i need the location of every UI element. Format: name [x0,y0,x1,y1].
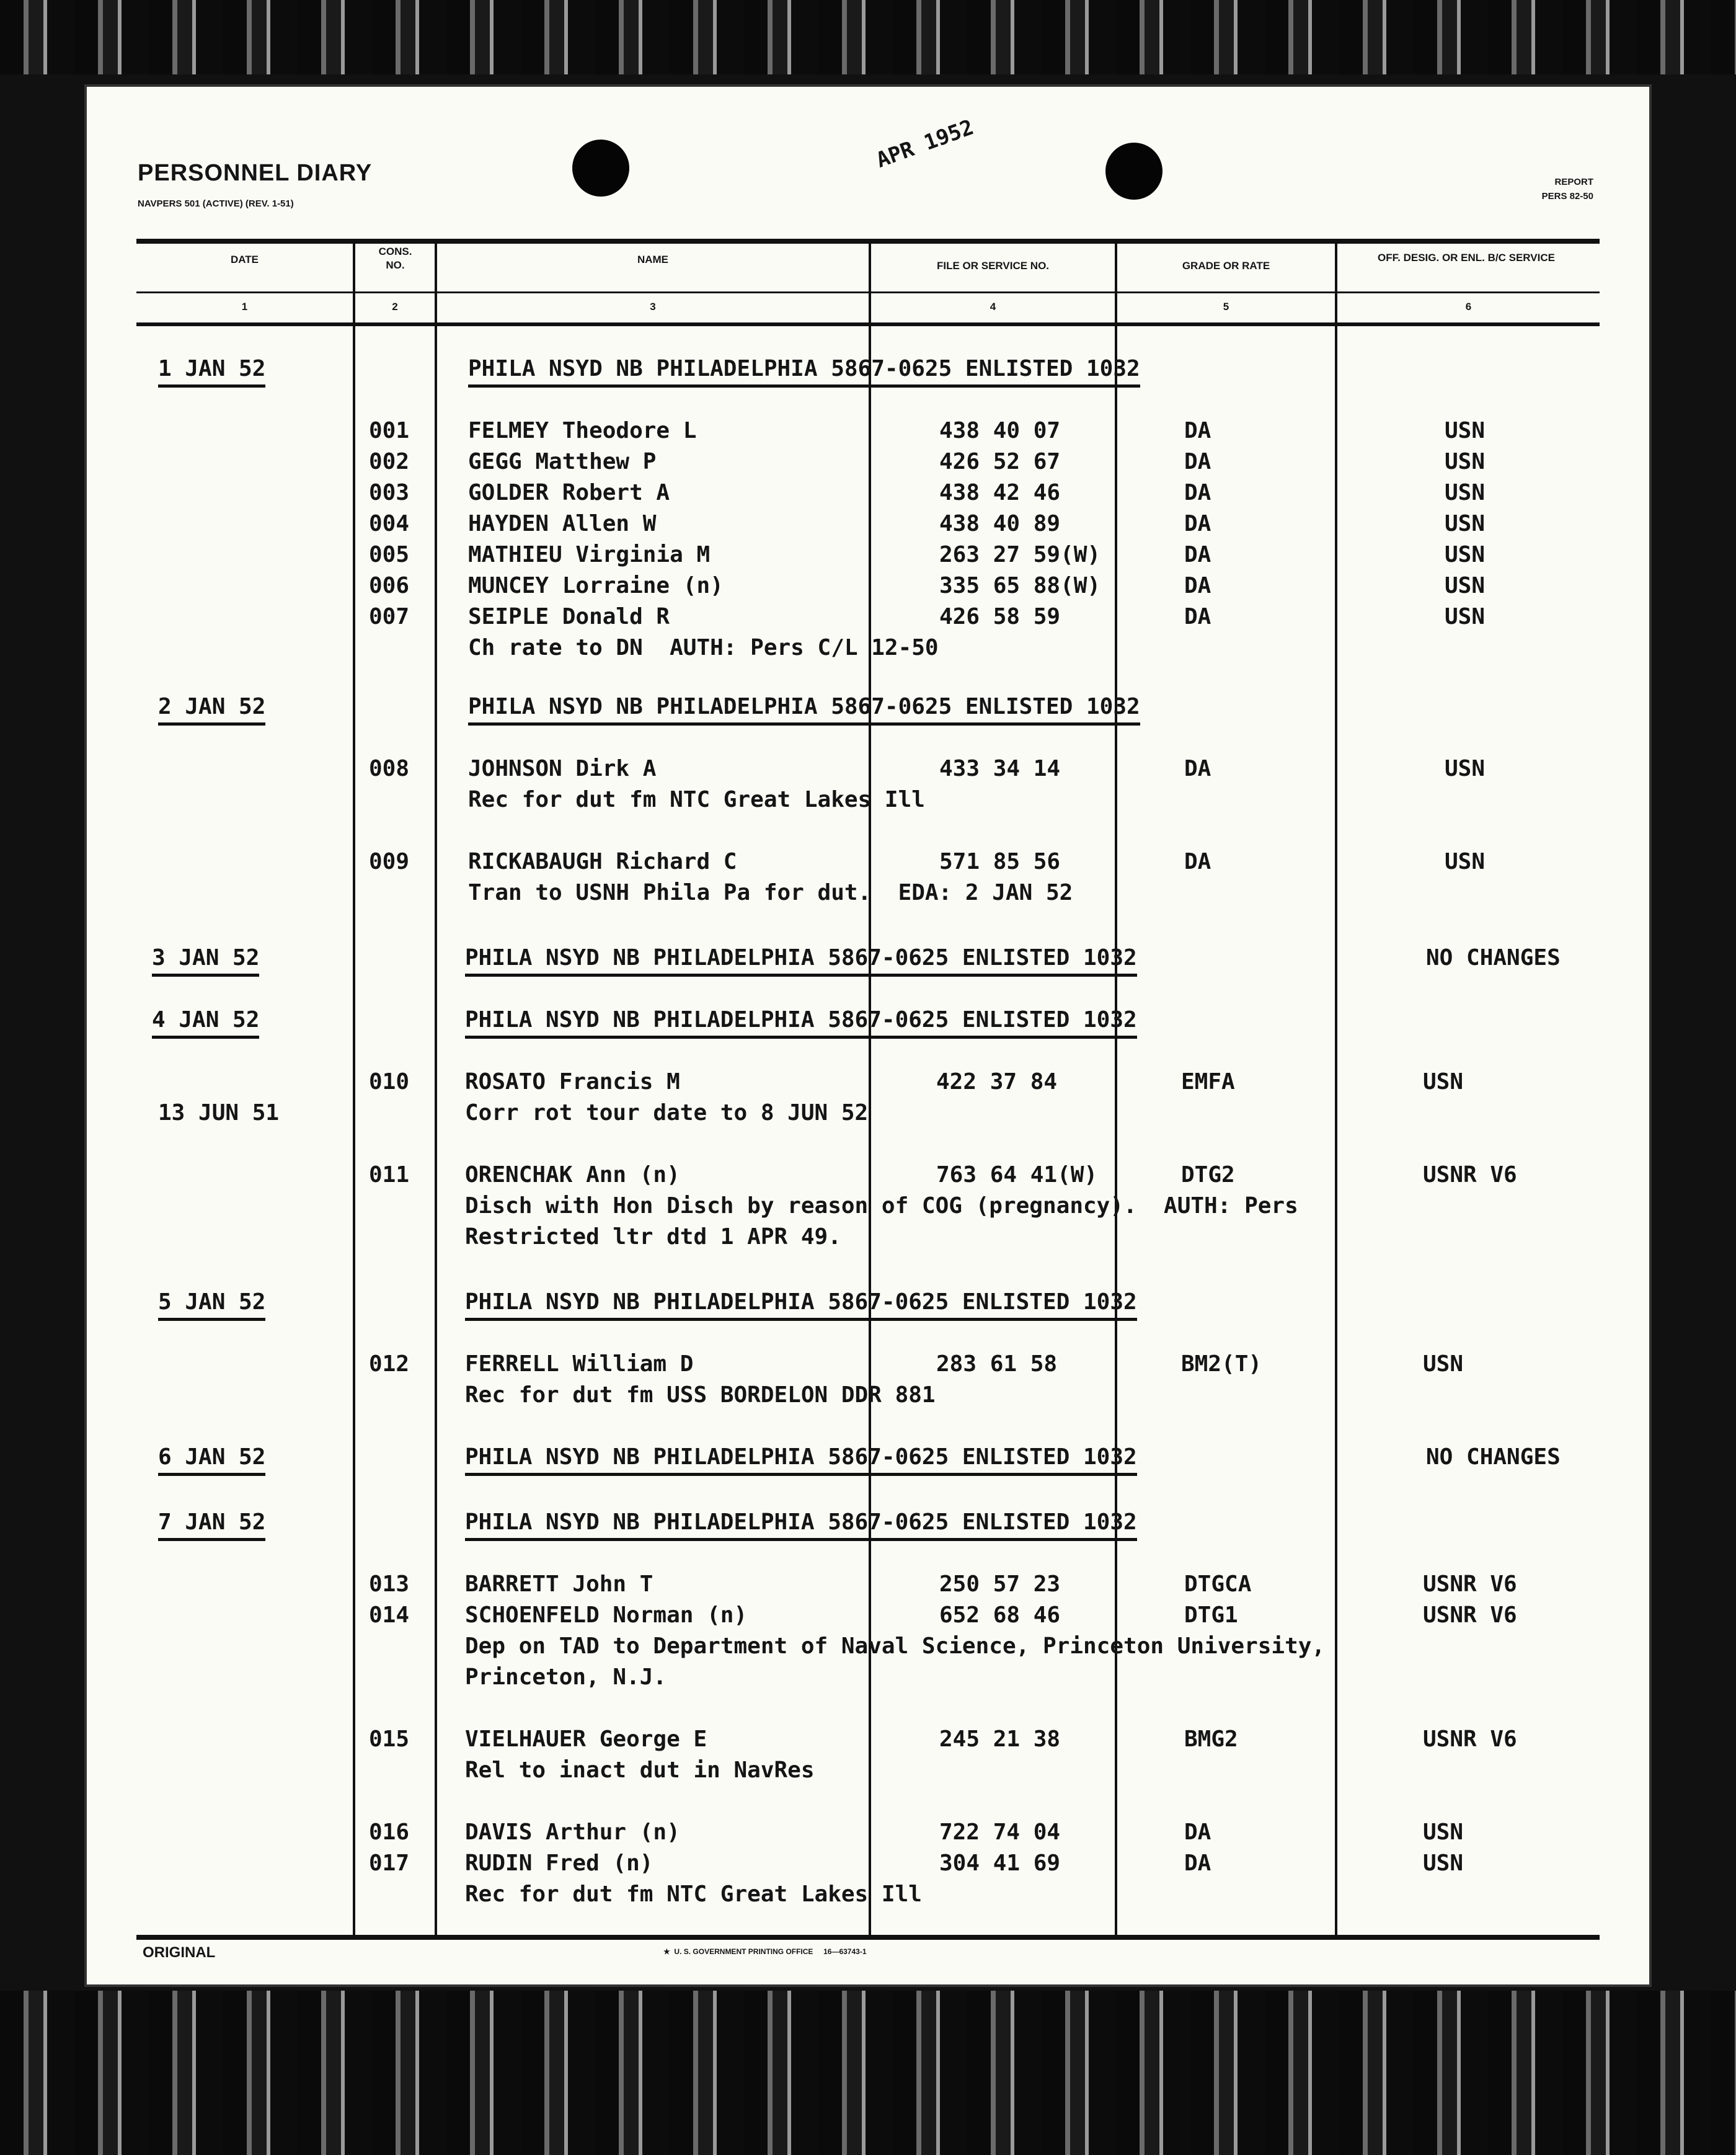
service-branch: USNR V6 [1423,1162,1517,1188]
service-branch: USNR V6 [1423,1571,1517,1597]
person-name: GOLDER Robert A [468,480,670,505]
table-top-rule [136,239,1600,244]
service-no: 722 74 04 [939,1820,1061,1845]
cons-no: 010 [369,1069,410,1095]
entry-date: 5 JAN 52 [158,1287,265,1321]
remark: Restricted ltr dtd 1 APR 49. [465,1224,841,1250]
person-name: VIELHAUER George E [465,1726,707,1752]
person-name: FELMEY Theodore L [468,418,697,443]
remark: Corr rot tour date to 8 JUN 52 [465,1100,869,1126]
grade: DA [1184,418,1211,443]
activity-line: PHILA NSYD NB PHILADELPHIA 5867-0625 ENLISTED 1032 [468,353,1140,388]
no-changes-note: NO CHANGES [1426,1444,1561,1470]
col-num-1: 1 [241,301,248,313]
entry-date: 2 JAN 52 [158,691,265,726]
no-changes-note: NO CHANGES [1426,945,1561,971]
person-name: ROSATO Francis M [465,1069,680,1095]
grade: DA [1184,480,1211,505]
remark: Princeton, N.J. [465,1664,667,1690]
activity-line: PHILA NSYD NB PHILADELPHIA 5867-0625 ENLISTED 1032 [465,1507,1137,1541]
person-name: BARRETT John T [465,1571,653,1597]
cons-no: 012 [369,1351,410,1377]
service-branch: USNR V6 [1423,1602,1517,1628]
grade: DTGCA [1184,1571,1252,1597]
remark: Rel to inact dut in NavRes [465,1757,815,1783]
service-no: 652 68 46 [939,1602,1061,1628]
service-branch: USN [1445,418,1486,443]
grade: EMFA [1181,1069,1235,1095]
service-branch: USN [1423,1851,1464,1876]
entry-date: 7 JAN 52 [158,1507,265,1541]
cons-no: 014 [369,1602,410,1628]
col-head-service-no: FILE OR SERVICE NO. [936,260,1050,272]
service-no: 335 65 88(W) [939,573,1101,598]
cons-no: 016 [369,1820,410,1845]
service-no: 245 21 38 [939,1726,1061,1752]
service-no: 433 34 14 [939,756,1061,781]
cons-no: 003 [369,480,410,505]
report-code: PERS 82-50 [1541,191,1593,202]
cons-no: 001 [369,418,410,443]
remark: Disch with Hon Disch by reason of COG (pregnancy). AUTH: Pers [465,1193,1298,1219]
grade: DTG2 [1181,1162,1235,1188]
service-no: 263 27 59(W) [939,542,1101,567]
service-no: 763 64 41(W) [936,1162,1098,1188]
col-head-cons-no: CONS. NO. [378,246,412,271]
grade: DA [1184,542,1211,567]
grade: DA [1184,1820,1211,1845]
service-branch: USN [1445,511,1486,536]
entry-date: 3 JAN 52 [152,943,259,977]
remark: Tran to USNH Phila Pa for dut. EDA: 2 JAN 52 [468,880,1073,905]
entry-date: 6 JAN 52 [158,1442,265,1476]
service-branch: USN [1423,1351,1464,1377]
film-strip-bottom [0,1991,1736,2155]
service-branch: USN [1445,849,1486,874]
service-branch: USN [1423,1069,1464,1095]
form-title: PERSONNEL DIARY [138,160,373,186]
grade: DA [1184,756,1211,781]
cons-no: 002 [369,449,410,474]
gpo-imprint: ★ U. S. GOVERNMENT PRINTING OFFICE 16—63743-1 [663,1947,867,1956]
grade: BMG2 [1184,1726,1238,1752]
person-name: SEIPLE Donald R [468,604,670,629]
col-divider-4 [1115,239,1117,1938]
cons-no: 009 [369,849,410,874]
activity-line: PHILA NSYD NB PHILADELPHIA 5867-0625 ENLISTED 1032 [465,1287,1137,1321]
person-name: RUDIN Fred (n) [465,1851,653,1876]
remark: Dep on TAD to Department of Naval Science, Princeton University, [465,1633,1326,1659]
person-name: MATHIEU Virginia M [468,542,711,567]
person-name: FERRELL William D [465,1351,694,1377]
entry-date: 1 JAN 52 [158,353,265,388]
col-num-5: 5 [1223,301,1229,313]
grade: DA [1184,604,1211,629]
col-head-date: DATE [230,254,259,265]
date-stamp: APR 1952 [873,115,977,173]
cons-no: 006 [369,573,410,598]
service-no: 426 52 67 [939,449,1061,474]
cons-no: 011 [369,1162,410,1188]
grade: DA [1184,449,1211,474]
col-divider-2 [435,239,437,1938]
service-no: 422 37 84 [936,1069,1058,1095]
service-no: 438 40 89 [939,511,1061,536]
service-no: 426 58 59 [939,604,1061,629]
service-branch: USN [1445,480,1486,505]
service-no: 571 85 56 [939,849,1061,874]
col-num-3: 3 [650,301,656,313]
punch-hole-right [1105,143,1162,200]
remark: Ch rate to DN AUTH: Pers C/L 12-50 [468,635,939,660]
service-branch: USN [1445,573,1486,598]
cons-no: 005 [369,542,410,567]
service-no: 250 57 23 [939,1571,1061,1597]
activity-line: PHILA NSYD NB PHILADELPHIA 5867-0625 ENLISTED 1032 [465,1005,1137,1039]
service-branch: USN [1445,542,1486,567]
cons-no: 013 [369,1571,410,1597]
activity-line: PHILA NSYD NB PHILADELPHIA 5867-0625 ENLISTED 1032 [468,691,1140,726]
service-no: 283 61 58 [936,1351,1058,1377]
activity-line: PHILA NSYD NB PHILADELPHIA 5867-0625 ENLISTED 1032 [465,943,1137,977]
grade: DA [1184,849,1211,874]
person-name: GEGG Matthew P [468,449,657,474]
grade: DTG1 [1184,1602,1238,1628]
header-divider [136,291,1600,293]
grade: DA [1184,1851,1211,1876]
col-divider-5 [1335,239,1337,1938]
service-no: 438 40 07 [939,418,1061,443]
grade: DA [1184,511,1211,536]
person-name: JOHNSON Dirk A [468,756,657,781]
remark: Rec for dut fm NTC Great Lakes Ill [465,1882,922,1907]
header-bottom-rule [136,322,1600,326]
remark: Rec for dut fm NTC Great Lakes Ill [468,787,925,812]
film-strip-top [0,0,1736,74]
col-head-name: NAME [637,254,669,265]
activity-line: PHILA NSYD NB PHILADELPHIA 5867-0625 ENLISTED 1032 [465,1442,1137,1476]
person-name: HAYDEN Allen W [468,511,657,536]
person-name: ORENCHAK Ann (n) [465,1162,680,1188]
punch-hole-left [572,140,629,197]
col-num-6: 6 [1465,301,1472,313]
cons-no: 007 [369,604,410,629]
entry-date: 4 JAN 52 [152,1005,259,1039]
col-num-4: 4 [990,301,996,313]
col-divider-3 [869,239,871,1938]
cons-no: 004 [369,511,410,536]
person-name: DAVIS Arthur (n) [465,1820,680,1845]
person-name: SCHOENFELD Norman (n) [465,1602,748,1628]
report-label: REPORT [1554,177,1593,187]
person-name: MUNCEY Lorraine (n) [468,573,724,598]
service-branch: USN [1445,449,1486,474]
form-id: NAVPERS 501 (ACTIVE) (REV. 1-51) [138,198,294,209]
original-label: ORIGINAL [143,1944,216,1961]
col-num-2: 2 [392,301,398,313]
service-branch: USN [1423,1820,1464,1845]
grade: BM2(T) [1181,1351,1262,1377]
col-divider-1 [353,239,355,1938]
person-name: RICKABAUGH Richard C [468,849,737,874]
service-no: 304 41 69 [939,1851,1061,1876]
cons-no: 015 [369,1726,410,1752]
service-branch: USNR V6 [1423,1726,1517,1752]
service-branch: USN [1445,756,1486,781]
remark: Rec for dut fm USS BORDELON DDR 881 [465,1382,936,1408]
cons-no: 008 [369,756,410,781]
service-no: 438 42 46 [939,480,1061,505]
col-head-service: OFF. DESIG. OR ENL. B/C SERVICE [1378,252,1555,264]
diary-page [87,87,1649,1984]
cons-no: 017 [369,1851,410,1876]
entry-date: 13 JUN 51 [158,1100,280,1126]
col-head-grade: GRADE OR RATE [1182,260,1270,272]
grade: DA [1184,573,1211,598]
table-bottom-rule [136,1935,1600,1940]
service-branch: USN [1445,604,1486,629]
